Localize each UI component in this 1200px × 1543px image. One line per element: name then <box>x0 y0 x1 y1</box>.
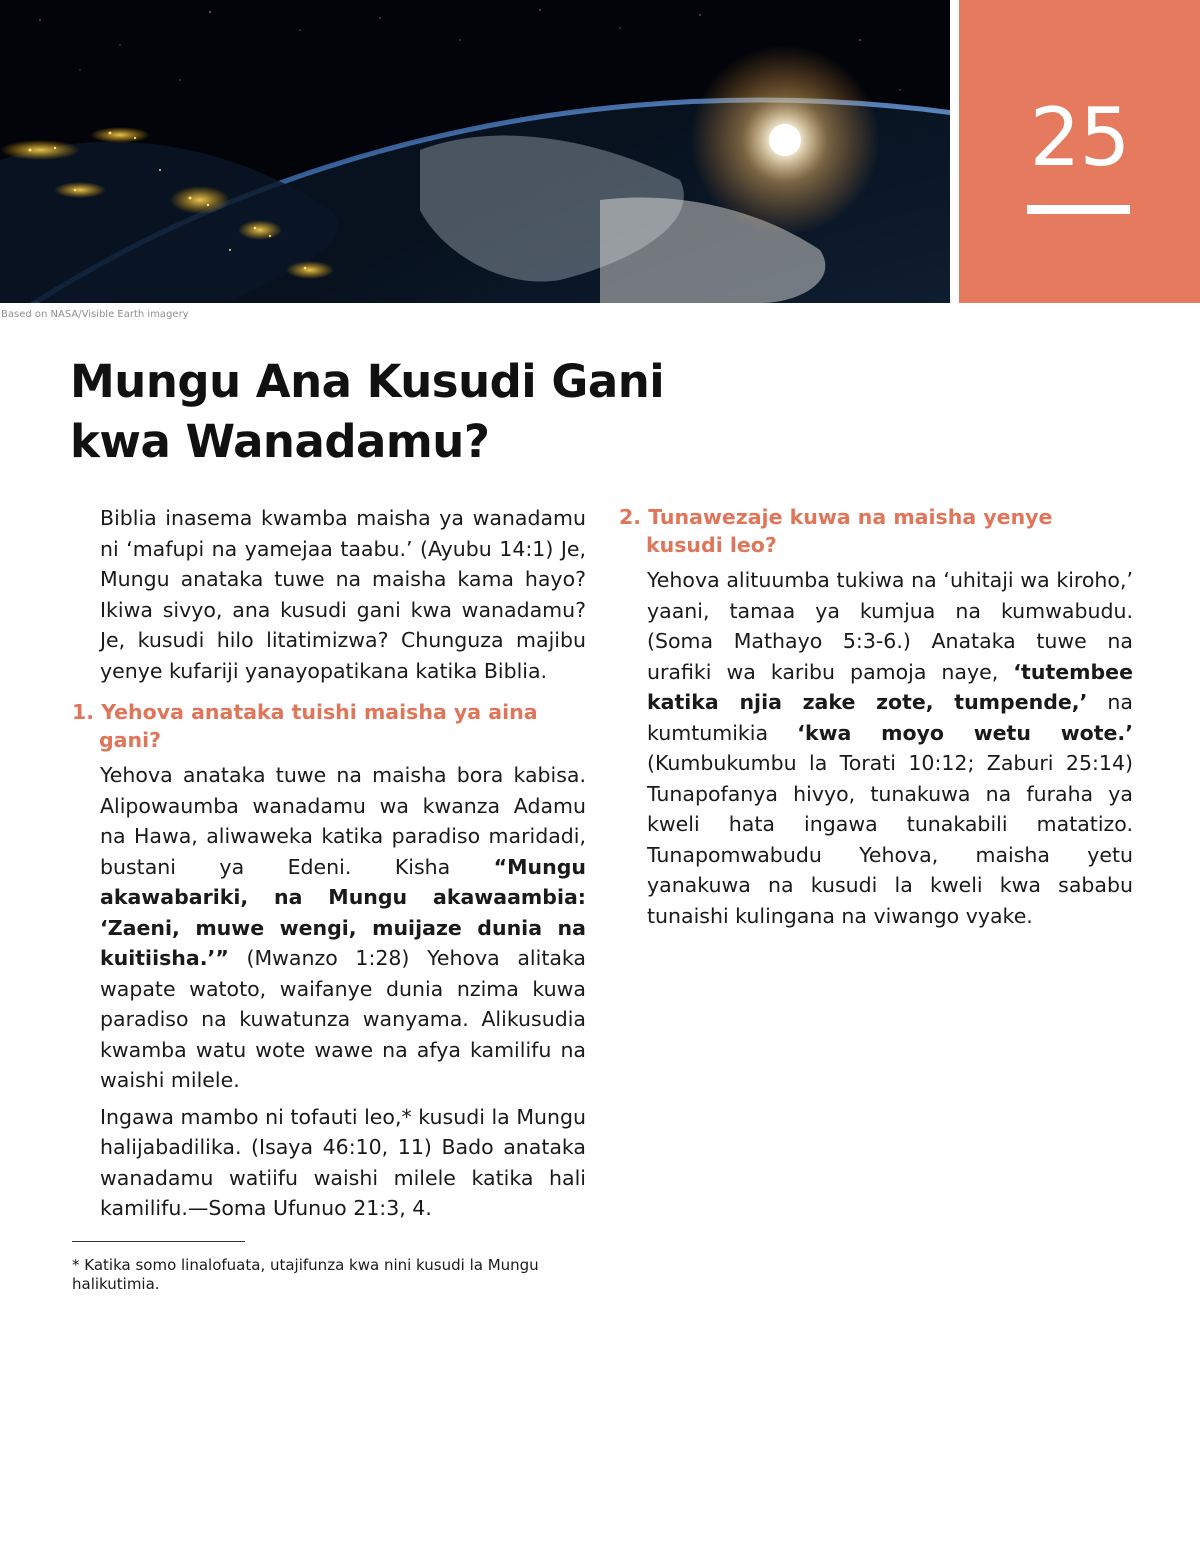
hero-image <box>0 0 950 303</box>
intro-paragraph: Biblia inasema kwamba maisha ya wanadamu ni ‘mafupi na yamejaa taabu.’ (Ayubu 14:1) Je, Mungu anataka tuwe na maisha kama hayo? Ikiwa sivyo, ana kusudi gani kwa wanadamu? Je, kusudi hilo litatimizwa? Chunguza majibu yenye kufariji yanayopatikana katika Biblia. <box>100 506 586 683</box>
bold-quote: ‘tutembee katika njia zake zote, tumpende,’ <box>647 659 1133 714</box>
page-title <box>70 352 664 472</box>
text-run: (Kumbukumbu la Torati 10:12; Zaburi 25:14) Tunapofanya hivyo, tunakuwa na furaha ya kweli hata ingawa tunakabili matatizo. Tunapomwabudu Yehova, maisha yetu yanakuwa na kusudi la kweli kwa sababu tunaishi kulingana na viwango vyake. <box>647 751 1133 928</box>
section-2-paragraph-1 <box>619 565 1133 931</box>
page-title-line1: Mungu Ana Kusudi Gani <box>70 355 665 408</box>
bold-quote: “Mungu akawabariki, na Mungu akawaambia: ‘Zaeni, muwe wengi, muijaze dunia na kuitiisha.’” <box>100 854 586 970</box>
footnote-divider <box>72 1241 245 1242</box>
right-column <box>619 503 1133 931</box>
image-credit: Based on NASA/Visible Earth imagery <box>1 309 189 320</box>
question-1: 1. Yehova anataka tuishi maisha ya aina gani? <box>72 700 538 752</box>
page-title-line2: kwa Wanadamu? <box>70 415 490 468</box>
chapter-rule <box>1027 205 1130 214</box>
footnote: * Katika somo linalofuata, utajifunza kwa nini kusudi la Mungu halikutimia. <box>72 1255 539 1293</box>
earth-from-space-image <box>0 0 950 303</box>
left-column <box>72 503 586 1294</box>
text-run: Yehova alituumba tukiwa na ‘uhitaji wa kiroho,’ yaani, tamaa ya kumjua na kumwabudu. (Soma Mathayo 5:3-6.) Anataka tuwe na urafiki wa karibu pamoja naye, <box>647 568 1133 684</box>
section-1-paragraph-1 <box>72 760 586 1096</box>
text-run: Yehova anataka tuwe na maisha bora kabisa. Alipowaumba wanadamu wa kwanza Adamu na Hawa, aliwaweka katika paradiso maridadi, bustani ya Edeni. Kisha <box>100 763 586 879</box>
text-run: (Mwanzo 1:28) Yehova alitaka wapate watoto, waifanye dunia nzima kuwa paradiso na kuwatunza wanyama. Alikusudia kwamba watu wote wawe na afya kamilifu na waishi milele. <box>100 946 586 1092</box>
chapter-number: 25 <box>1029 91 1130 184</box>
chapter-badge <box>959 0 1200 303</box>
section-1-paragraph-2: Ingawa mambo ni tofauti leo,* kusudi la Mungu halijabadilika. (Isaya 46:10, 11) Bado anataka wanadamu watiifu waishi milele katika hali kamilifu.—Soma Ufunuo 21:3, 4. <box>100 1104 586 1220</box>
bold-quote: ‘kwa moyo wetu wote.’ <box>797 720 1133 745</box>
text-run: na kumtumikia <box>647 690 1133 745</box>
question-2: 2. Tunawezaje kuwa na maisha yenye kusudi leo? <box>619 505 1053 557</box>
